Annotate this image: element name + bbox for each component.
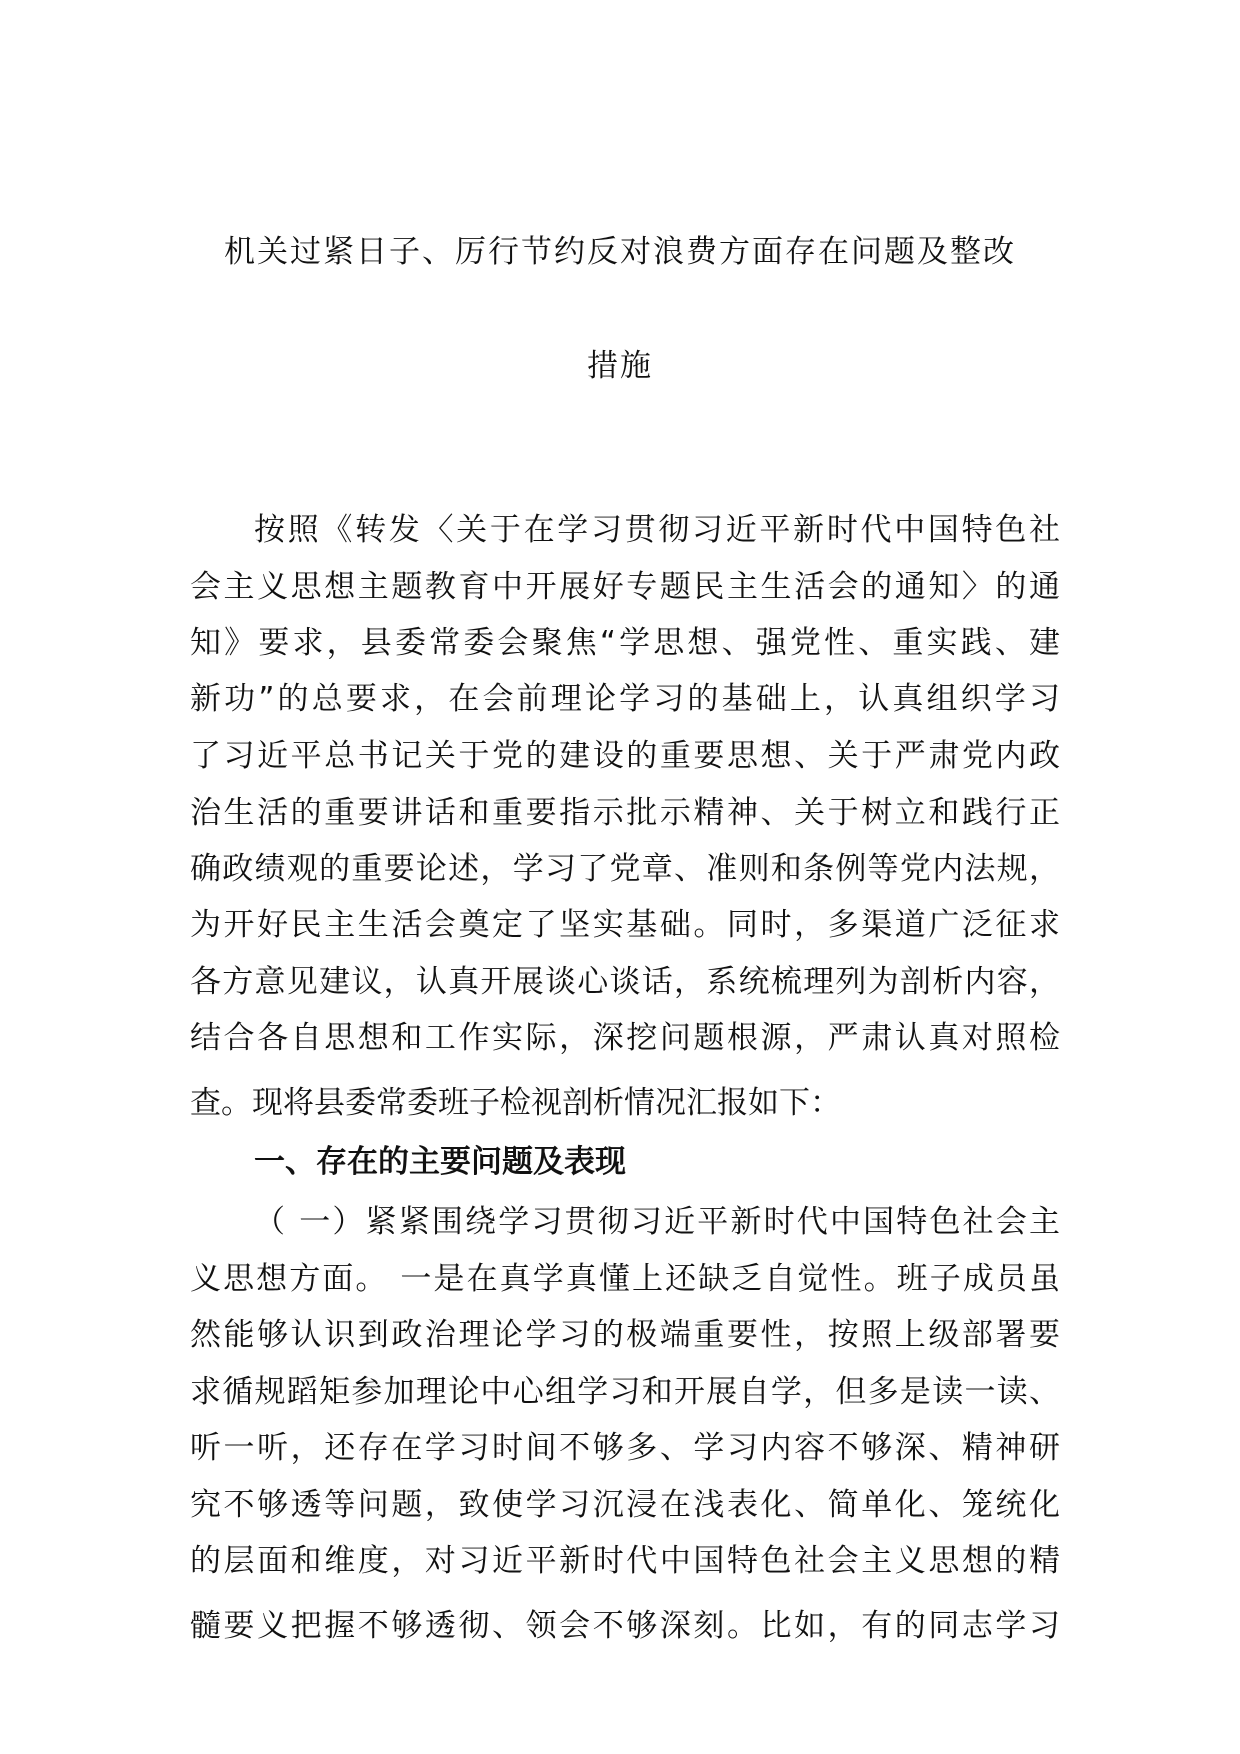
paragraph-1-line: 各方意见建议，认真开展谈心谈话，系统梳理列为剖析内容， <box>190 964 1060 1000</box>
paragraph-2-line: 然能够认识到政治理论学习的极端重要性，按照上级部署要 <box>190 1317 1060 1353</box>
paragraph-1-line: 为开好民主生活会奠定了坚实基础。同时，多渠道广泛征求 <box>190 907 1060 943</box>
document-title-line-1: 机关过紧日子、厉行节约反对浪费方面存在问题及整改 <box>224 234 1016 270</box>
paragraph-2-line: 的层面和维度，对习近平新时代中国特色社会主义思想的精 <box>190 1543 1060 1579</box>
paragraph-1-line: 知》要求，县委常委会聚焦“学思想、强党性、重实践、建 <box>190 625 1060 661</box>
paragraph-1-line: 结合各自思想和工作实际，深挖问题根源，严肃认真对照检 <box>190 1020 1060 1056</box>
section-heading: 一、存在的主要问题及表现 <box>254 1144 626 1180</box>
paragraph-2-line: 求循规蹈矩参加理论中心组学习和开展自学，但多是读一读、 <box>190 1374 1060 1410</box>
paragraph-2-line: 髓要义把握不够透彻、领会不够深刻。比如，有的同志学习 <box>190 1608 1060 1644</box>
paragraph-2-line: （ 一）紧紧围绕学习贯彻习近平新时代中国特色社会主 <box>254 1204 1060 1240</box>
paragraph-2-line: 听一听，还存在学习时间不够多、学习内容不够深、精神研 <box>190 1430 1060 1466</box>
document-title-line-2: 措施 <box>587 348 653 384</box>
paragraph-1-line: 新功”的总要求，在会前理论学习的基础上，认真组织学习 <box>190 681 1060 717</box>
paragraph-1-line: 按照《转发〈关于在学习贯彻习近平新时代中国特色社 <box>254 512 1060 548</box>
paragraph-1-line: 了习近平总书记关于党的建设的重要思想、关于严肃党内政 <box>190 738 1060 774</box>
paragraph-1-line: 治生活的重要讲话和重要指示批示精神、关于树立和践行正 <box>190 795 1060 831</box>
paragraph-1-line: 会主义思想主题教育中开展好专题民主生活会的通知〉的通 <box>190 569 1060 605</box>
paragraph-2-line: 究不够透等问题，致使学习沉浸在浅表化、简单化、笼统化 <box>190 1487 1060 1523</box>
paragraph-1-line: 确政绩观的重要论述，学习了党章、准则和条例等党内法规， <box>190 851 1060 887</box>
paragraph-1-line: 查。现将县委常委班子检视剖析情况汇报如下： <box>190 1085 841 1121</box>
paragraph-2-line: 义思想方面。 一是在真学真懂上还缺乏自觉性。班子成员虽 <box>190 1261 1060 1297</box>
